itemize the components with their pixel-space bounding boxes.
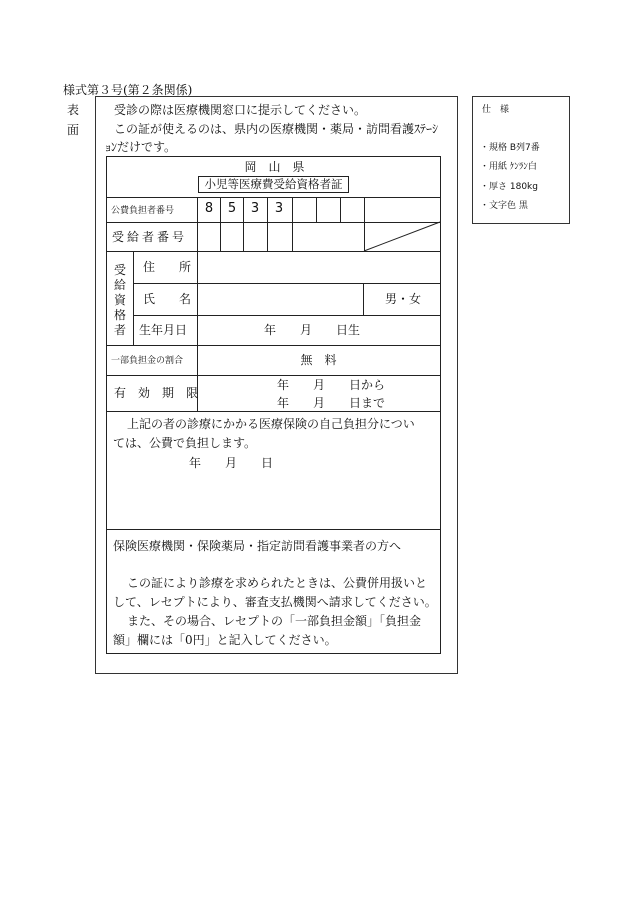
notice-body-4: 額」欄には「0円」と記入してください。	[113, 633, 337, 647]
validity-from: 年 月 日から	[277, 378, 386, 392]
notice-line-3: ｮﾝだけです。	[105, 140, 177, 154]
spec-box	[472, 96, 570, 224]
statement-line-2: ては、公費で負担します。	[113, 436, 257, 450]
payer-digit-3: 3	[250, 201, 260, 216]
notice-body-2: して、レセプトにより、審査支払機関へ請求してください。	[113, 595, 437, 609]
statement-line-1: 上記の者の診療にかかる医療保険の自己負担分につい	[127, 417, 415, 431]
copay-label: 一部負担金の割合	[111, 356, 184, 366]
address-label: 住 所	[143, 260, 192, 274]
side-label-top: 表	[67, 103, 80, 117]
copay-value: 無 料	[300, 353, 337, 367]
spec-item-size: ・規格 B列7番	[480, 143, 540, 153]
notice-line-2: この証が使えるのは、県内の医療機関・薬局・訪問看護ｽﾃｰｼ	[114, 122, 439, 136]
notice-body-1: この証により診療を求められたときは、公費併用扱いと	[127, 576, 428, 590]
payer-digit-2: 5	[227, 201, 237, 216]
certificate	[106, 156, 441, 654]
side-label-bottom: 面	[67, 123, 80, 137]
payer-digit-1: 8	[204, 201, 214, 216]
certificate-title: 小児等医療費受給資格者証	[198, 176, 349, 193]
prefecture-name: 岡 山 県	[244, 160, 305, 174]
notice-body-3: また、その場合、レセプトの「一部負担金額」「負担金	[127, 614, 422, 628]
birthdate-format: 年 月 日生	[264, 323, 361, 337]
payer-number-label: 公費負担者番号	[111, 206, 175, 216]
birthdate-label: 生年月日	[139, 323, 188, 337]
validity-to: 年 月 日まで	[277, 396, 386, 410]
recipient-number-label: 受給者番号	[112, 230, 188, 244]
payer-digit-4: 3	[274, 201, 284, 216]
validity-label: 有 効 期 限	[114, 386, 199, 400]
spec-item-color: ・文字色 黒	[480, 201, 528, 211]
qualified-person-label: 受給資格者	[113, 263, 126, 337]
notice-line-1: 受診の際は医療機関窓口に提示してください。	[114, 103, 367, 117]
spec-item-paper: ・用紙 ｹﾝﾗﾝ白	[480, 162, 537, 172]
issue-date: 年 月 日	[189, 456, 274, 470]
notice-heading: 保険医療機関・保険薬局・指定訪問看護事業者の方へ	[113, 539, 402, 553]
gender-options: 男・女	[385, 292, 422, 306]
spec-title: 仕 様	[482, 105, 510, 115]
name-label: 氏 名	[143, 292, 192, 306]
spec-item-thickness: ・厚さ 180kg	[480, 182, 538, 192]
form-title: 様式第３号(第２条関係)	[63, 83, 193, 97]
